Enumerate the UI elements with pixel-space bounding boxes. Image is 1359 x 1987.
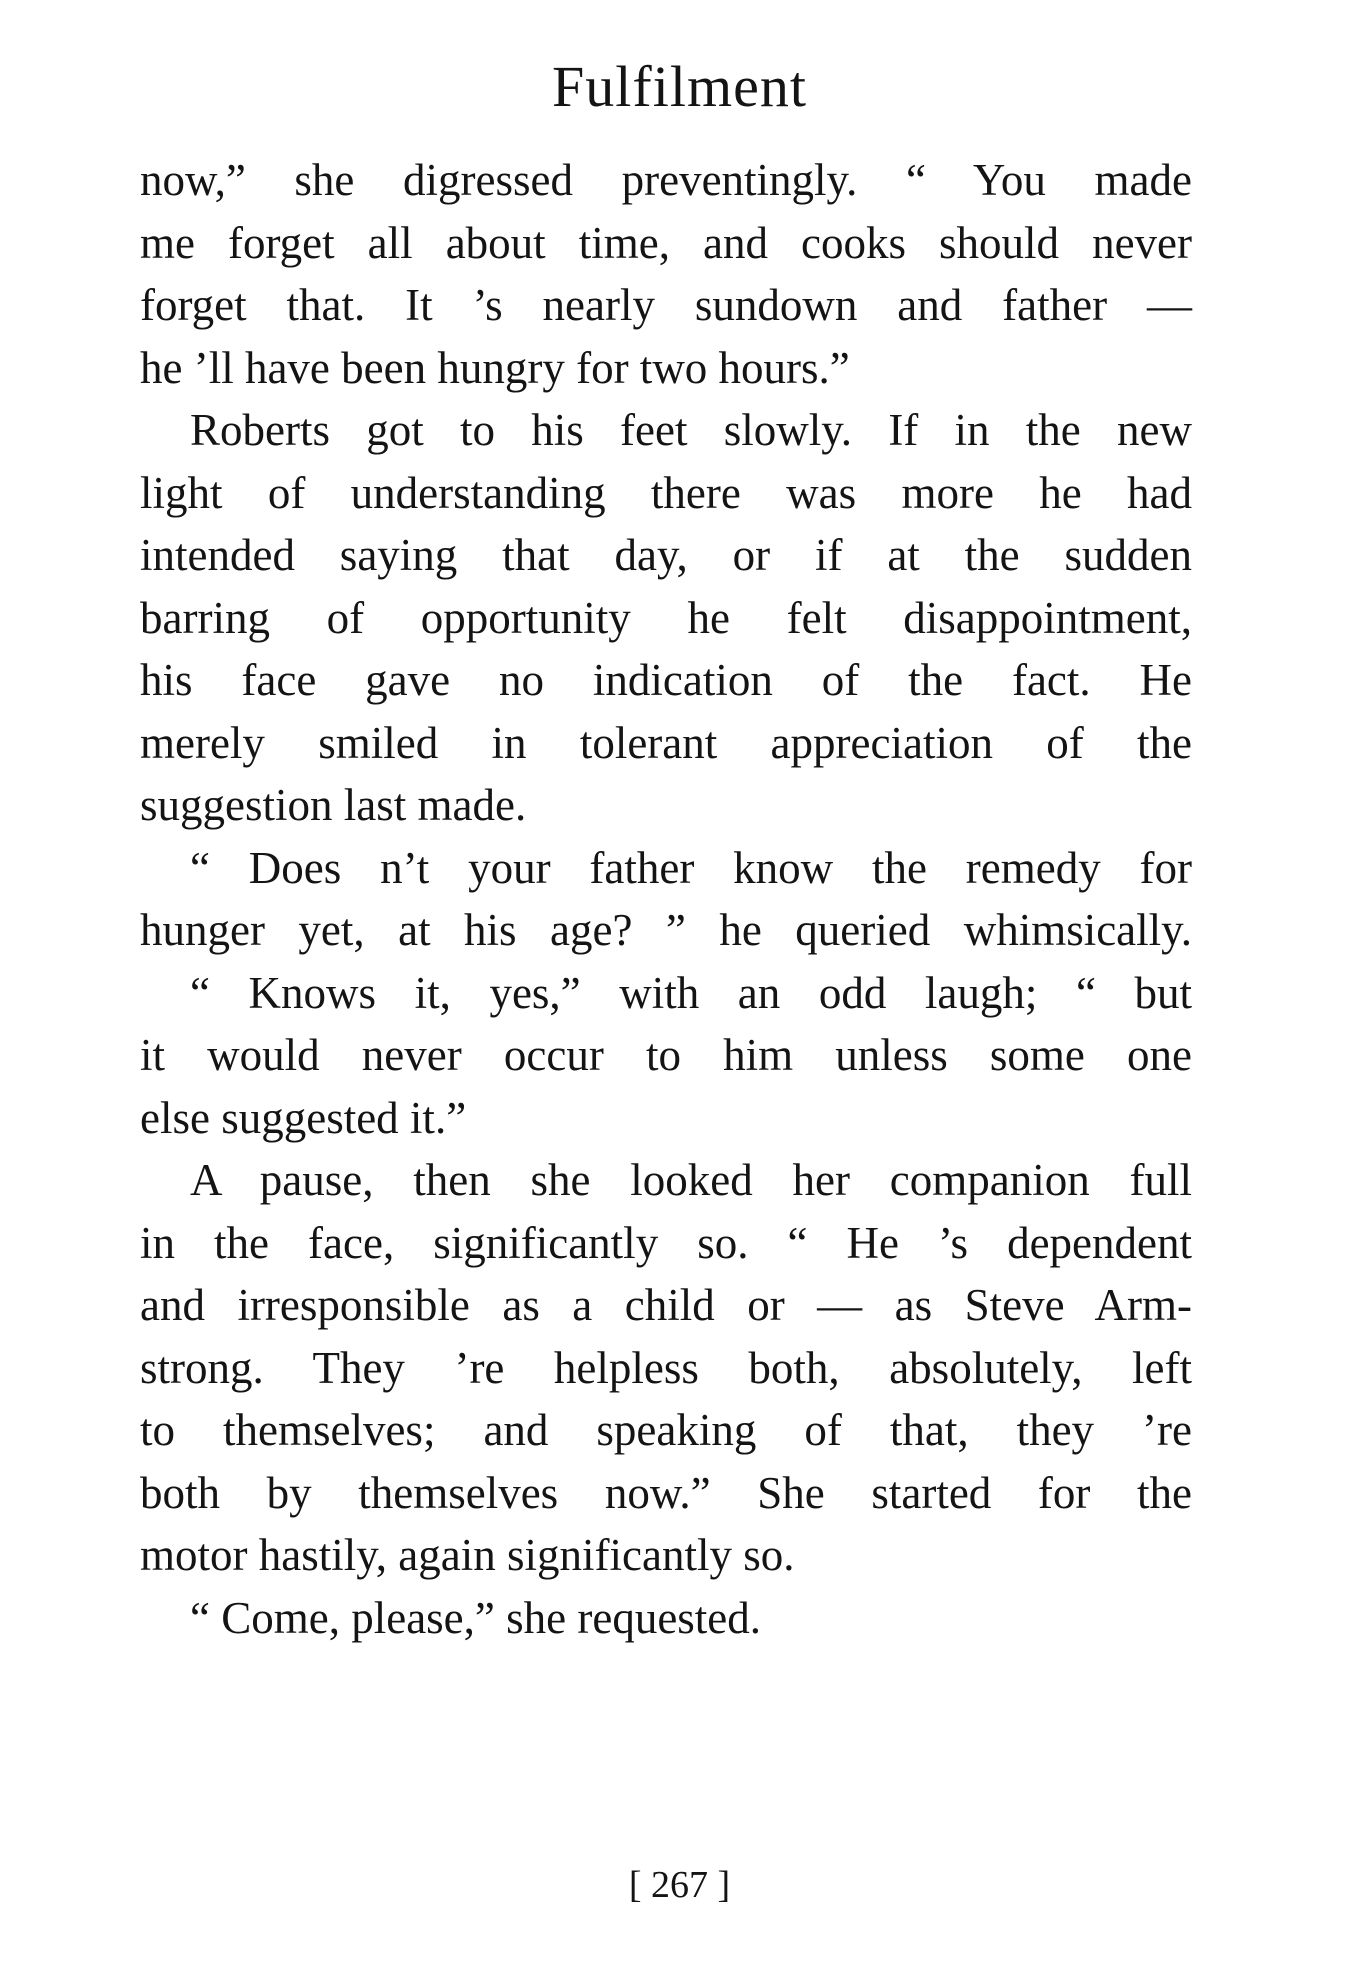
text-line: both by themselves now.” She started for the [140, 1467, 1192, 1518]
text-line: else suggested it.” [140, 1092, 467, 1143]
text-line: forget that. It ’s nearly sundown and father — [140, 280, 1192, 330]
text-line: hunger yet, at his age? ” he queried whimsically. [140, 905, 1192, 955]
text-line: light of understanding there was more he had [140, 467, 1192, 518]
text-line: A pause, then she looked her companion full [190, 1155, 1192, 1205]
text-line: barring of opportunity he felt disappointment, [140, 592, 1192, 643]
text-line: he ’ll have been hungry for two hours.” [140, 342, 850, 393]
running-head: Fulfilment [552, 54, 807, 119]
text-line: to themselves; and speaking of that, they ’re [140, 1405, 1192, 1455]
text-line: “ Knows it, yes,” with an odd laugh; “ but [190, 967, 1192, 1018]
text-line: merely smiled in tolerant appreciation of the [140, 717, 1192, 768]
text-line: his face gave no indication of the fact. He [140, 655, 1192, 705]
page-number: [ 267 ] [628, 1864, 731, 1906]
text-line: strong. They ’re helpless both, absolutely, left [140, 1342, 1192, 1393]
text-line: intended saying that day, or if at the sudden [140, 530, 1192, 580]
text-line: now,” she digressed preventingly. “ You made [140, 155, 1192, 205]
text-line: me forget all about time, and cooks should never [140, 217, 1192, 268]
text-line: “ Come, please,” she requested. [190, 1592, 762, 1643]
text-line: in the face, significantly so. “ He ’s dependent [140, 1217, 1192, 1268]
text-line: it would never occur to him unless some one [140, 1030, 1192, 1080]
body-text [140, 149, 1192, 1649]
text-line: motor hastily, again significantly so. [140, 1530, 795, 1580]
text-line: “ Does n’t your father know the remedy for [190, 842, 1192, 893]
text-line: suggestion last made. [140, 780, 527, 830]
text-line: and irresponsible as a child or — as Steve Arm- [140, 1280, 1192, 1330]
text-line: Roberts got to his feet slowly. If in the new [190, 405, 1192, 455]
